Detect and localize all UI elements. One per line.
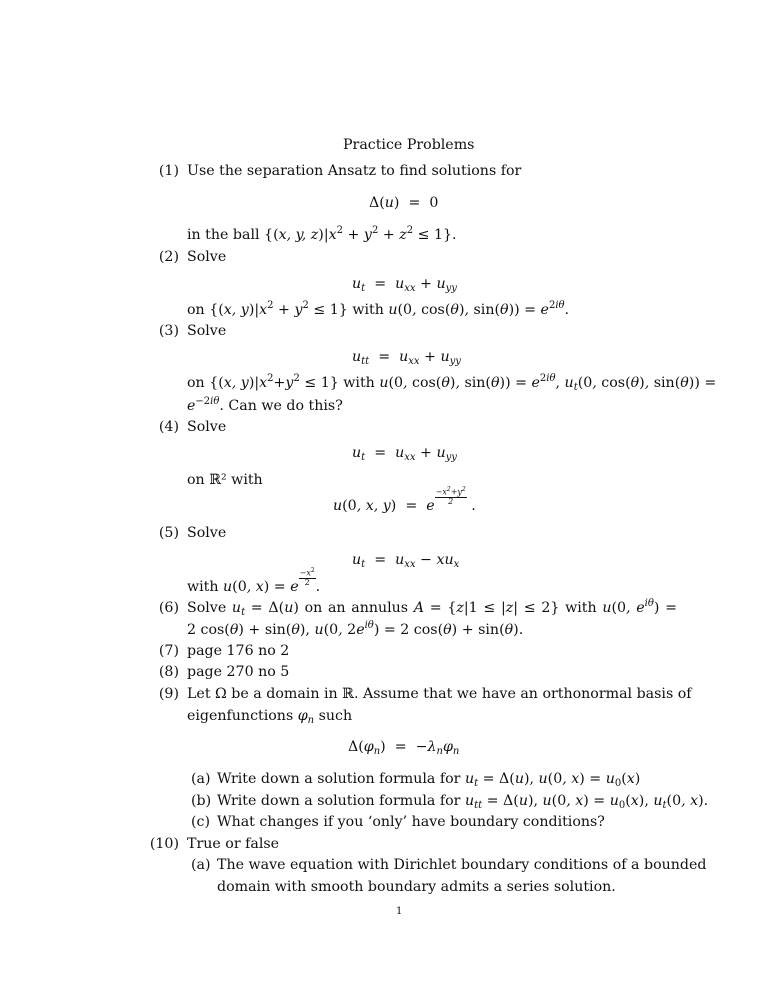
problem-text: page 270 no 5 — [187, 664, 290, 680]
problem-text: eigenfunctions $\varphi_n$ such — [187, 708, 353, 726]
problem-text: with u(0, x) = e $\frac{-x^2}{2}$ . — [187, 567, 321, 595]
problem-text: True or false — [187, 836, 280, 852]
equation: $u_t = u_{xx} - xu_x$ — [352, 552, 460, 570]
problem-text: Solve — [187, 525, 227, 541]
problem-text: in the ball {(x, y, $z)|x^2 + y^2 + z^2 \le 1$}. — [187, 225, 457, 243]
problem-number: (1) — [158, 163, 179, 179]
equation: $u_{tt} = u_{xx} + u_{yy}$ — [352, 349, 461, 367]
page-title: Practice Problems — [343, 137, 475, 153]
problem-text: Solve $u_t = \Delta(u)$ on an annulus A = {z|1 ≤ |z| ≤ 2} with u(0, $e^{i\theta}$) = — [187, 598, 677, 618]
equation: u(0, x, y) = e $\frac{-x^2+y^2}{2}$ . — [333, 486, 476, 514]
part-text: What changes if you ‘only’ have boundary conditions? — [217, 814, 605, 830]
problem-number: (6) — [158, 600, 179, 616]
problem-text: Solve — [187, 323, 227, 339]
problem-text: 2 cos(θ) + sin(θ), u(0, $2e^{i\theta}) = 2$ cos(θ) + sin(θ). — [187, 620, 524, 638]
problem-text: on ℝ² with — [187, 472, 263, 488]
page-number: 1 — [396, 906, 403, 917]
part-text: Write down a solution formula for $u_t = \Delta(u)$, u(0, $x) = u_0(x)$ — [217, 771, 641, 789]
part-text: Write down a solution formula for $u_{tt} = \Delta(u)$, u(0, $x) = u_0(x)$, $u_t(0$, x). — [217, 793, 709, 811]
part-label: (a) — [191, 857, 211, 873]
problem-number: (5) — [158, 525, 179, 541]
equation: $u_t = u_{xx} + u_{yy}$ — [352, 276, 457, 294]
part-label: (a) — [191, 771, 211, 787]
problem-text: page 176 no 2 — [187, 643, 290, 659]
equation: $u_t = u_{xx} + u_{yy}$ — [352, 445, 457, 463]
problem-text: on {(x, $y)|x^2+y^2 \le 1$} with u(0, cos(θ), $\sin(\theta)) = e^{2i\theta}$, $u_t(0$, cos(θ), sin(θ)) = — [187, 373, 717, 393]
part-label: (c) — [191, 814, 211, 830]
problem-text: on {(x, $y)|x^2 + y^2 \le 1$} with u(0, cos(θ), $\sin(\theta)) = e^{2i\theta}$. — [187, 300, 570, 318]
problem-number: (8) — [158, 664, 179, 680]
problem-text: Solve — [187, 249, 227, 265]
equation: $\Delta(\varphi_n) = -\lambda_n\varphi_n$ — [348, 739, 460, 757]
part-label: (b) — [191, 793, 212, 809]
problem-number: (4) — [158, 419, 179, 435]
problem-number: (2) — [158, 249, 179, 265]
part-text: The wave equation with Dirichlet boundary conditions of a bounded — [217, 857, 707, 873]
problem-number: (9) — [158, 686, 179, 702]
problem-number: (7) — [158, 643, 179, 659]
equation: Δ(u) = 0 — [369, 195, 439, 211]
part-text: domain with smooth boundary admits a series solution. — [217, 879, 616, 895]
problem-text: Use the separation Ansatz to find solutions for — [187, 163, 522, 179]
problem-number: (3) — [158, 323, 179, 339]
problem-text: $e^{-2i\theta}$. Can we do this? — [187, 396, 343, 414]
problem-text: Solve — [187, 419, 227, 435]
problem-number: (10) — [149, 836, 179, 852]
problem-text: Let Ω be a domain in ℝ. Assume that we have an orthonormal basis of — [187, 686, 692, 702]
